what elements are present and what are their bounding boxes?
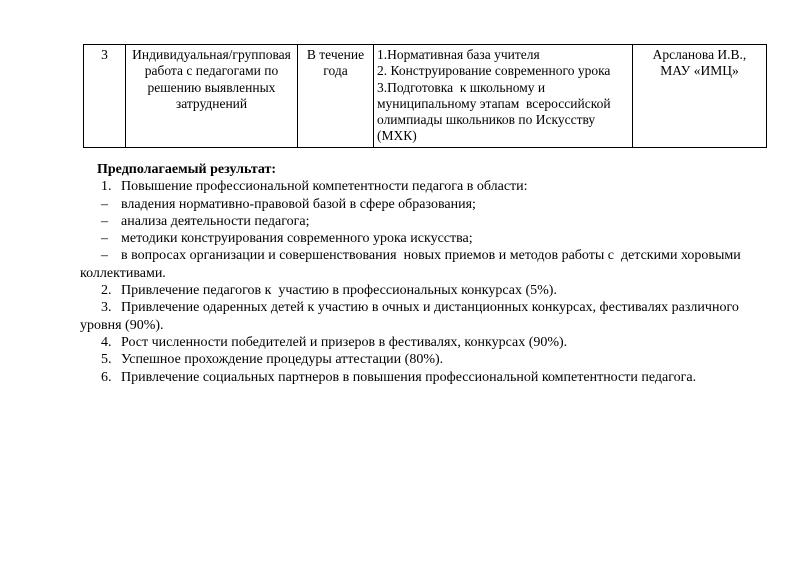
result-item-marker: – [101,196,108,212]
result-item-marker: 4. [101,334,112,350]
result-item [80,178,748,195]
result-item [80,299,748,334]
result-item-text: Успешное прохождение процедуры аттестации (80%). [121,352,444,368]
result-item-text: Привлечение социальных партнеров в повышения профессиональной компетентности педагога. [121,369,697,385]
result-item-marker: – [101,248,108,264]
result-item-text: в вопросах организации и совершенствования новых приемов и методов работы с детскими хоровыми коллективами. [80,248,745,281]
cell-responsible [633,45,767,148]
cell-period: В течение года [298,45,374,148]
result-item-marker: – [101,231,108,247]
result-item-text: анализа деятельности педагога; [121,213,310,229]
content-item: 3.Подготовка к школьному и муниципальному этапам всероссийской олимпиады школьников по Искусству (МХК) [377,79,614,144]
result-item [80,351,748,368]
content-item: 1.Нормативная база учителя [377,47,540,62]
plan-table [83,44,767,148]
result-item [80,334,748,351]
result-item-marker: 3. [101,300,112,316]
cell-row-number: 3 [84,45,126,148]
table-row [84,45,767,148]
result-item [80,196,748,213]
result-item-text: Привлечение одаренных детей к участию в очных и дистанционных конкурсах, фестивалях различного уровня (90%). [80,300,743,333]
responsible-line: МАУ «ИМЦ» [660,63,739,79]
result-item-marker: 5. [101,352,112,368]
result-item-text: Повышение профессиональной компетентности педагога в области: [121,179,528,195]
cell-activity: Индивидуальная/групповая работа с педагогами по решению выявленных затруднений [126,45,298,148]
result-item [80,213,748,230]
results-heading: Предполагаемый результат: [97,162,277,177]
results-section [80,161,748,386]
result-item-text: Привлечение педагогов к участию в профессиональных конкурсах (5%). [121,283,557,299]
cell-content [374,45,633,148]
content-item: 2. Конструирование современного урока [377,63,611,79]
result-item [80,369,748,386]
responsible-line: Арсланова И.В., [652,47,747,62]
result-item-marker: 6. [101,369,112,385]
result-item-marker: 2. [101,283,112,299]
result-item-marker: 1. [101,179,112,195]
result-item [80,230,748,247]
result-item-text: владения нормативно-правовой базой в сфере образования; [121,196,476,212]
result-item [80,247,748,282]
result-item-text: методики конструирования современного урока искусства; [121,231,473,247]
result-item [80,282,748,299]
result-item-text: Рост численности победителей и призеров в фестивалях, конкурсах (90%). [121,334,568,350]
result-item-marker: – [101,213,108,229]
